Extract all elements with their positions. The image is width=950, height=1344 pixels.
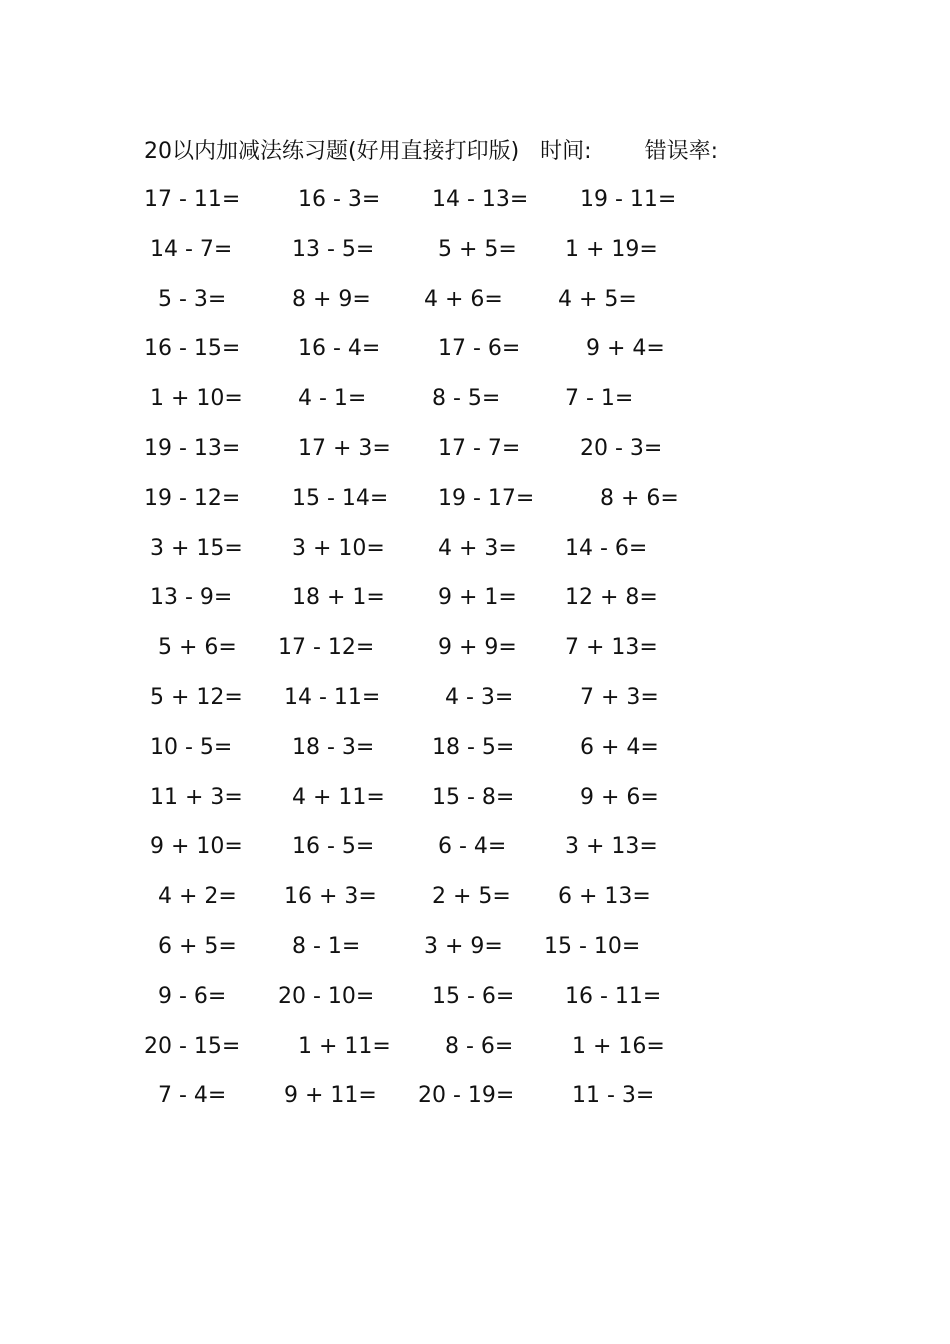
problem-row — [140, 1078, 760, 1128]
math-problem: 19 - 12= — [144, 485, 241, 511]
math-problem: 16 + 3= — [284, 884, 377, 910]
math-problem: 8 - 5= — [432, 386, 501, 412]
problem-row — [140, 929, 760, 979]
problem-row — [140, 381, 760, 431]
math-problem: 4 + 5= — [558, 286, 637, 312]
math-problem: 9 - 6= — [158, 983, 227, 1009]
math-problem: 14 - 11= — [284, 684, 381, 710]
math-problem: 16 - 3= — [298, 187, 381, 212]
math-problem: 4 - 1= — [298, 386, 367, 412]
math-problem: 6 + 4= — [580, 734, 659, 760]
error-rate-label: 错误率: — [644, 139, 719, 164]
problem-row — [140, 780, 760, 830]
math-problem: 8 - 1= — [292, 933, 361, 959]
math-problem: 9 + 9= — [438, 635, 517, 661]
math-problem: 5 + 6= — [158, 635, 237, 661]
math-problem: 3 + 10= — [292, 535, 385, 561]
worksheet-title: 20以内加减法练习题(好用直接打印版) — [144, 139, 520, 164]
math-problem: 4 + 6= — [424, 286, 503, 312]
math-problem: 1 + 11= — [298, 1033, 391, 1059]
problem-row — [140, 580, 760, 630]
math-problem: 7 + 13= — [565, 635, 658, 661]
math-problem: 1 + 19= — [565, 236, 658, 262]
problem-row — [140, 730, 760, 780]
math-problem: 13 - 5= — [292, 236, 375, 262]
math-problem: 6 + 5= — [158, 933, 237, 959]
math-problem: 3 + 13= — [565, 834, 658, 860]
math-problem: 2 + 5= — [432, 884, 511, 910]
problem-row — [140, 829, 760, 879]
math-problem: 7 - 1= — [565, 386, 634, 412]
math-problem: 4 - 3= — [445, 684, 514, 710]
math-problem: 18 + 1= — [292, 585, 385, 611]
problem-grid — [140, 182, 760, 1128]
math-problem: 14 - 6= — [565, 535, 648, 561]
problem-row — [140, 182, 760, 232]
math-problem: 4 + 2= — [158, 884, 237, 910]
math-problem: 17 - 11= — [144, 187, 241, 212]
math-problem: 9 + 4= — [586, 336, 665, 362]
problem-row — [140, 331, 760, 381]
math-problem: 18 - 5= — [432, 734, 515, 760]
math-problem: 19 - 17= — [438, 485, 535, 511]
math-problem: 15 - 14= — [292, 485, 389, 511]
math-problem: 8 + 9= — [292, 286, 371, 312]
problem-row — [140, 531, 760, 581]
math-problem: 4 + 3= — [438, 535, 517, 561]
problem-row — [140, 481, 760, 531]
math-problem: 9 + 11= — [284, 1083, 377, 1109]
problem-row — [140, 879, 760, 929]
time-label: 时间: — [540, 139, 592, 164]
math-problem: 3 + 15= — [150, 535, 243, 561]
math-problem: 16 - 11= — [565, 983, 662, 1009]
math-problem: 20 - 19= — [418, 1083, 515, 1109]
math-problem: 20 - 10= — [278, 983, 375, 1009]
math-problem: 8 + 6= — [600, 485, 679, 511]
math-problem: 16 - 15= — [144, 336, 241, 362]
math-problem: 6 + 13= — [558, 884, 651, 910]
math-problem: 1 + 16= — [572, 1033, 665, 1059]
math-problem: 19 - 11= — [580, 187, 677, 212]
math-problem: 12 + 8= — [565, 585, 658, 611]
math-problem: 13 - 9= — [150, 585, 233, 611]
problem-row — [140, 680, 760, 730]
math-problem: 18 - 3= — [292, 734, 375, 760]
math-problem: 4 + 11= — [292, 784, 385, 810]
math-problem: 5 - 3= — [158, 286, 227, 312]
math-problem: 14 - 13= — [432, 187, 529, 212]
problem-row — [140, 431, 760, 481]
math-problem: 17 - 7= — [438, 435, 521, 461]
math-problem: 15 - 10= — [544, 933, 641, 959]
worksheet-header — [144, 134, 844, 170]
math-problem: 5 + 12= — [150, 684, 243, 710]
problem-row — [140, 1029, 760, 1079]
problem-row — [140, 282, 760, 332]
problem-row — [140, 979, 760, 1029]
math-problem: 14 - 7= — [150, 236, 233, 262]
problem-row — [140, 630, 760, 680]
math-problem: 7 + 3= — [580, 684, 659, 710]
math-problem: 10 - 5= — [150, 734, 233, 760]
math-problem: 9 + 1= — [438, 585, 517, 611]
math-problem: 17 - 12= — [278, 635, 375, 661]
math-problem: 6 - 4= — [438, 834, 507, 860]
math-problem: 7 - 4= — [158, 1083, 227, 1109]
math-problem: 15 - 8= — [432, 784, 515, 810]
math-problem: 20 - 15= — [144, 1033, 241, 1059]
problem-row — [140, 232, 760, 282]
math-problem: 20 - 3= — [580, 435, 663, 461]
math-problem: 1 + 10= — [150, 386, 243, 412]
math-problem: 19 - 13= — [144, 435, 241, 461]
math-problem: 8 - 6= — [445, 1033, 514, 1059]
math-problem: 5 + 5= — [438, 236, 517, 262]
math-problem: 16 - 5= — [292, 834, 375, 860]
math-problem: 16 - 4= — [298, 336, 381, 362]
math-problem: 9 + 6= — [580, 784, 659, 810]
math-problem: 3 + 9= — [424, 933, 503, 959]
math-problem: 11 + 3= — [150, 784, 243, 810]
math-problem: 9 + 10= — [150, 834, 243, 860]
math-problem: 17 + 3= — [298, 435, 391, 461]
math-problem: 11 - 3= — [572, 1083, 655, 1109]
math-problem: 15 - 6= — [432, 983, 515, 1009]
math-problem: 17 - 6= — [438, 336, 521, 362]
